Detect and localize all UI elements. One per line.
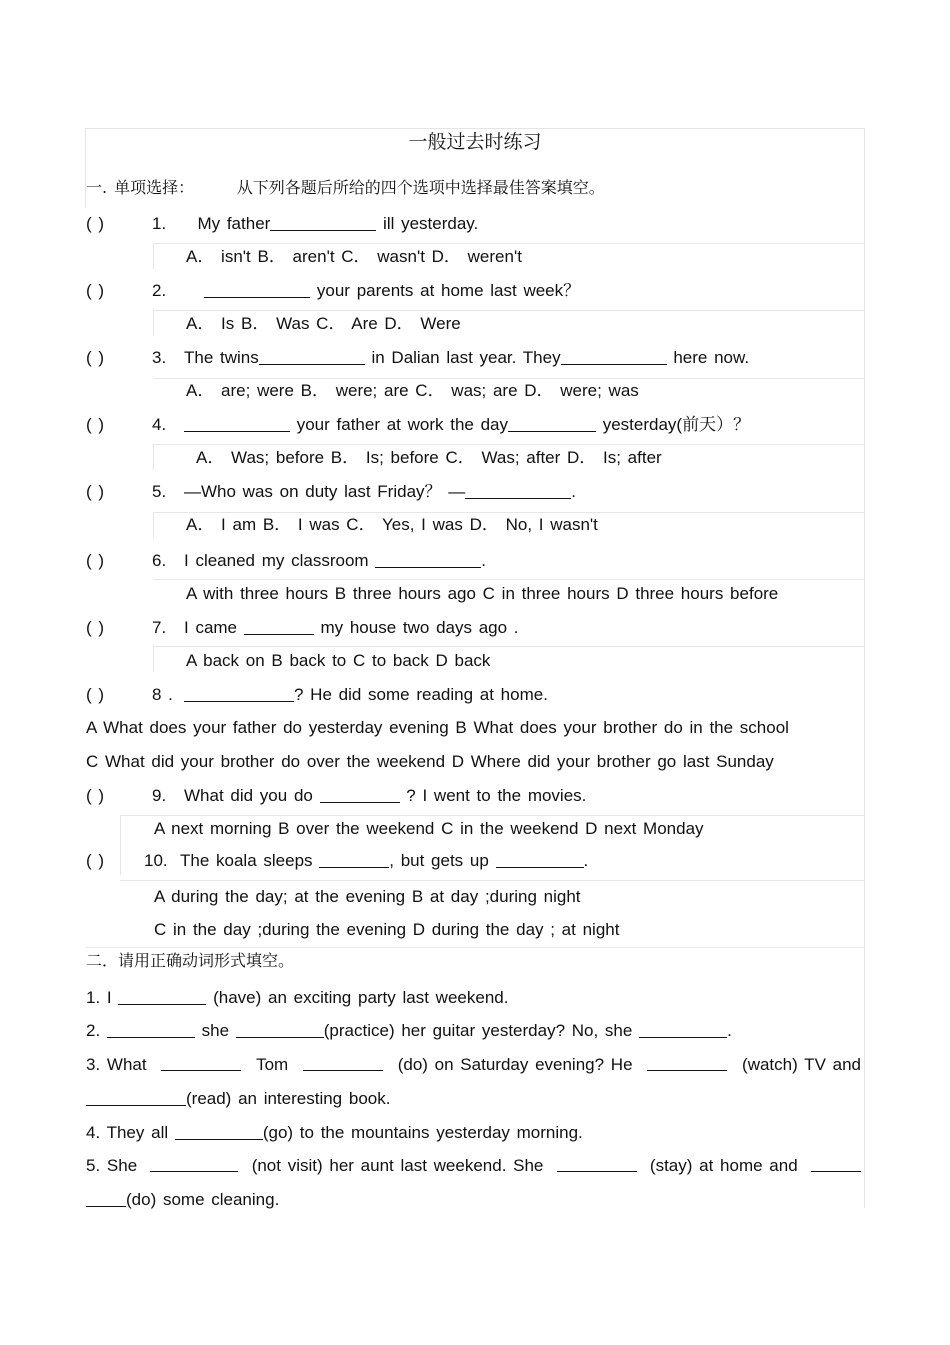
answer-blank[interactable]: [150, 1153, 238, 1172]
question-text: I cleaned my classroom: [184, 551, 376, 570]
question-7: [86, 615, 861, 641]
answer-blank[interactable]: [259, 346, 365, 365]
fill-item-5-cont: [86, 1187, 861, 1213]
item-text: Tom: [256, 1055, 289, 1074]
question-3: [86, 345, 861, 371]
answer-blank[interactable]: [811, 1153, 861, 1172]
section1-heading: [86, 175, 861, 201]
question-9: [86, 783, 861, 809]
item-text: (have) an exciting party last weekend.: [206, 988, 509, 1007]
answer-paren[interactable]: ( ): [86, 851, 105, 870]
item-text: 5. She: [86, 1156, 138, 1175]
question-number: 8 .: [152, 685, 173, 704]
table-line: [153, 579, 864, 580]
answer-blank[interactable]: [561, 346, 667, 365]
question-8: [86, 682, 861, 708]
section1-label: 一. 单项选择：: [86, 178, 195, 197]
item-text: 4. They all: [86, 1123, 175, 1142]
answer-blank[interactable]: [375, 549, 481, 568]
question-text: here now.: [666, 348, 750, 367]
page-title: 一般过去时练习: [408, 131, 542, 153]
question-text: in Dalian last year. They: [364, 348, 561, 367]
answer-paren[interactable]: ( ): [86, 214, 105, 233]
options-8b: C What did your brother do over the weekend D Where did your brother go last Sunday: [86, 752, 774, 771]
question-number: 6.: [152, 551, 167, 570]
answer-blank[interactable]: [161, 1052, 241, 1071]
answer-blank[interactable]: [86, 1188, 126, 1207]
question-6: [86, 548, 861, 574]
question-text: .: [571, 482, 576, 501]
answer-blank[interactable]: [639, 1019, 727, 1038]
answer-blank[interactable]: [496, 849, 584, 868]
question-number: 5.: [152, 482, 167, 501]
options-7: A back on B back to C to back D back: [186, 651, 491, 670]
answer-blank[interactable]: [107, 1019, 195, 1038]
answer-blank[interactable]: [647, 1052, 727, 1071]
question-text: What did you do: [184, 786, 320, 805]
section1-instruction: 从下列各题后所给的四个选项中选择最佳答案填空。: [236, 178, 605, 197]
answer-blank[interactable]: [244, 616, 314, 635]
answer-blank[interactable]: [465, 480, 571, 499]
question-number: 7.: [152, 618, 167, 637]
options-6: A with three hours B three hours ago C in three hours D three hours before: [186, 584, 779, 603]
options-10a: A during the day; at the evening B at day ;during night: [154, 887, 581, 906]
item-text: (not visit) her aunt last weekend. She: [251, 1156, 544, 1175]
question-number: 1.: [152, 214, 167, 233]
question-text: —Who was on duty last Friday？ —: [184, 482, 466, 501]
question-text: My father: [197, 214, 271, 233]
item-text: (watch) TV and: [742, 1055, 861, 1074]
question-10: [86, 848, 861, 874]
item-text: (practice) her guitar yesterday? No, she: [323, 1021, 640, 1040]
fill-item-5: [86, 1153, 861, 1179]
question-number: 4.: [152, 415, 167, 434]
question-4: [86, 412, 861, 438]
item-text: 1. I: [86, 988, 119, 1007]
answer-blank[interactable]: [175, 1121, 263, 1140]
question-number: 9.: [152, 786, 167, 805]
options-10b: C in the day ;during the evening D during the day ; at night: [154, 920, 620, 939]
answer-blank[interactable]: [508, 413, 596, 432]
answer-blank[interactable]: [270, 212, 376, 231]
item-text: (do) on Saturday evening? He: [397, 1055, 633, 1074]
answer-paren[interactable]: ( ): [86, 551, 105, 570]
answer-blank[interactable]: [184, 413, 290, 432]
question-1: [86, 211, 861, 237]
question-text: I came: [184, 618, 244, 637]
item-text: .: [727, 1021, 732, 1040]
options-1: A． isn't B． aren't C． wasn't D． weren't: [186, 247, 522, 266]
question-text: The twins: [184, 348, 259, 367]
item-text: she: [194, 1021, 236, 1040]
question-text: ? I went to the movies.: [399, 786, 587, 805]
item-text: (read) an interesting book.: [186, 1089, 391, 1108]
answer-paren[interactable]: ( ): [86, 415, 105, 434]
question-number: 3.: [152, 348, 167, 367]
answer-blank[interactable]: [236, 1019, 324, 1038]
fill-item-2: [86, 1018, 861, 1044]
fill-item-4: [86, 1120, 861, 1146]
question-text: .: [583, 851, 589, 870]
question-text: .: [481, 551, 487, 570]
answer-blank[interactable]: [320, 784, 400, 803]
question-text: The koala sleeps: [180, 851, 320, 870]
answer-paren[interactable]: ( ): [86, 786, 105, 805]
answer-paren[interactable]: ( ): [86, 685, 105, 704]
question-5: [86, 479, 861, 505]
item-text: (go) to the mountains yesterday morning.: [262, 1123, 583, 1142]
item-text: (stay) at home and: [649, 1156, 798, 1175]
question-text: ill yesterday.: [376, 214, 479, 233]
question-text: my house two days ago .: [313, 618, 519, 637]
table-line: [153, 646, 864, 647]
question-text: yesterday(前天）？: [596, 415, 751, 434]
question-text: ? He did some reading at home.: [294, 685, 548, 704]
question-2: [86, 278, 861, 304]
options-9: A next morning B over the weekend C in the weekend D next Monday: [154, 819, 704, 838]
answer-blank[interactable]: [204, 279, 310, 298]
answer-blank[interactable]: [557, 1153, 637, 1172]
answer-paren[interactable]: ( ): [86, 618, 105, 637]
answer-paren[interactable]: ( ): [86, 281, 105, 300]
answer-blank[interactable]: [118, 986, 206, 1005]
answer-paren[interactable]: ( ): [86, 482, 105, 501]
options-3: A． are; were B． were; are C． was; are D． were; was: [186, 381, 639, 400]
question-text: , but gets up: [389, 851, 496, 870]
fill-item-3: [86, 1052, 861, 1078]
answer-blank[interactable]: [303, 1052, 383, 1071]
question-text: your parents at home last week？: [310, 281, 581, 300]
question-number: 10.: [144, 851, 168, 870]
options-5: A． I am B． I was C． Yes, I was D． No, I wasn't: [186, 515, 598, 534]
item-text: 2.: [86, 1021, 107, 1040]
options-2: A． Is B． Was C． Are D． Were: [186, 314, 461, 333]
item-text: (do) some cleaning.: [126, 1190, 280, 1209]
answer-blank[interactable]: [184, 683, 294, 702]
options-8a: A What does your father do yesterday evening B What does your brother do in the school: [86, 718, 789, 737]
fill-item-3-cont: [86, 1086, 861, 1112]
question-number: 2.: [152, 281, 167, 300]
answer-blank[interactable]: [319, 849, 389, 868]
section2-heading: 二．请用正确动词形式填空。: [86, 951, 295, 970]
question-text: your father at work the day: [290, 415, 508, 434]
table-line: [120, 880, 864, 881]
item-text: 3. What: [86, 1055, 147, 1074]
options-4: A． Was; before B． Is; before C． Was; after D． Is; after: [196, 448, 662, 467]
answer-blank[interactable]: [86, 1087, 186, 1106]
fill-item-1: [86, 985, 861, 1011]
answer-paren[interactable]: ( ): [86, 348, 105, 367]
